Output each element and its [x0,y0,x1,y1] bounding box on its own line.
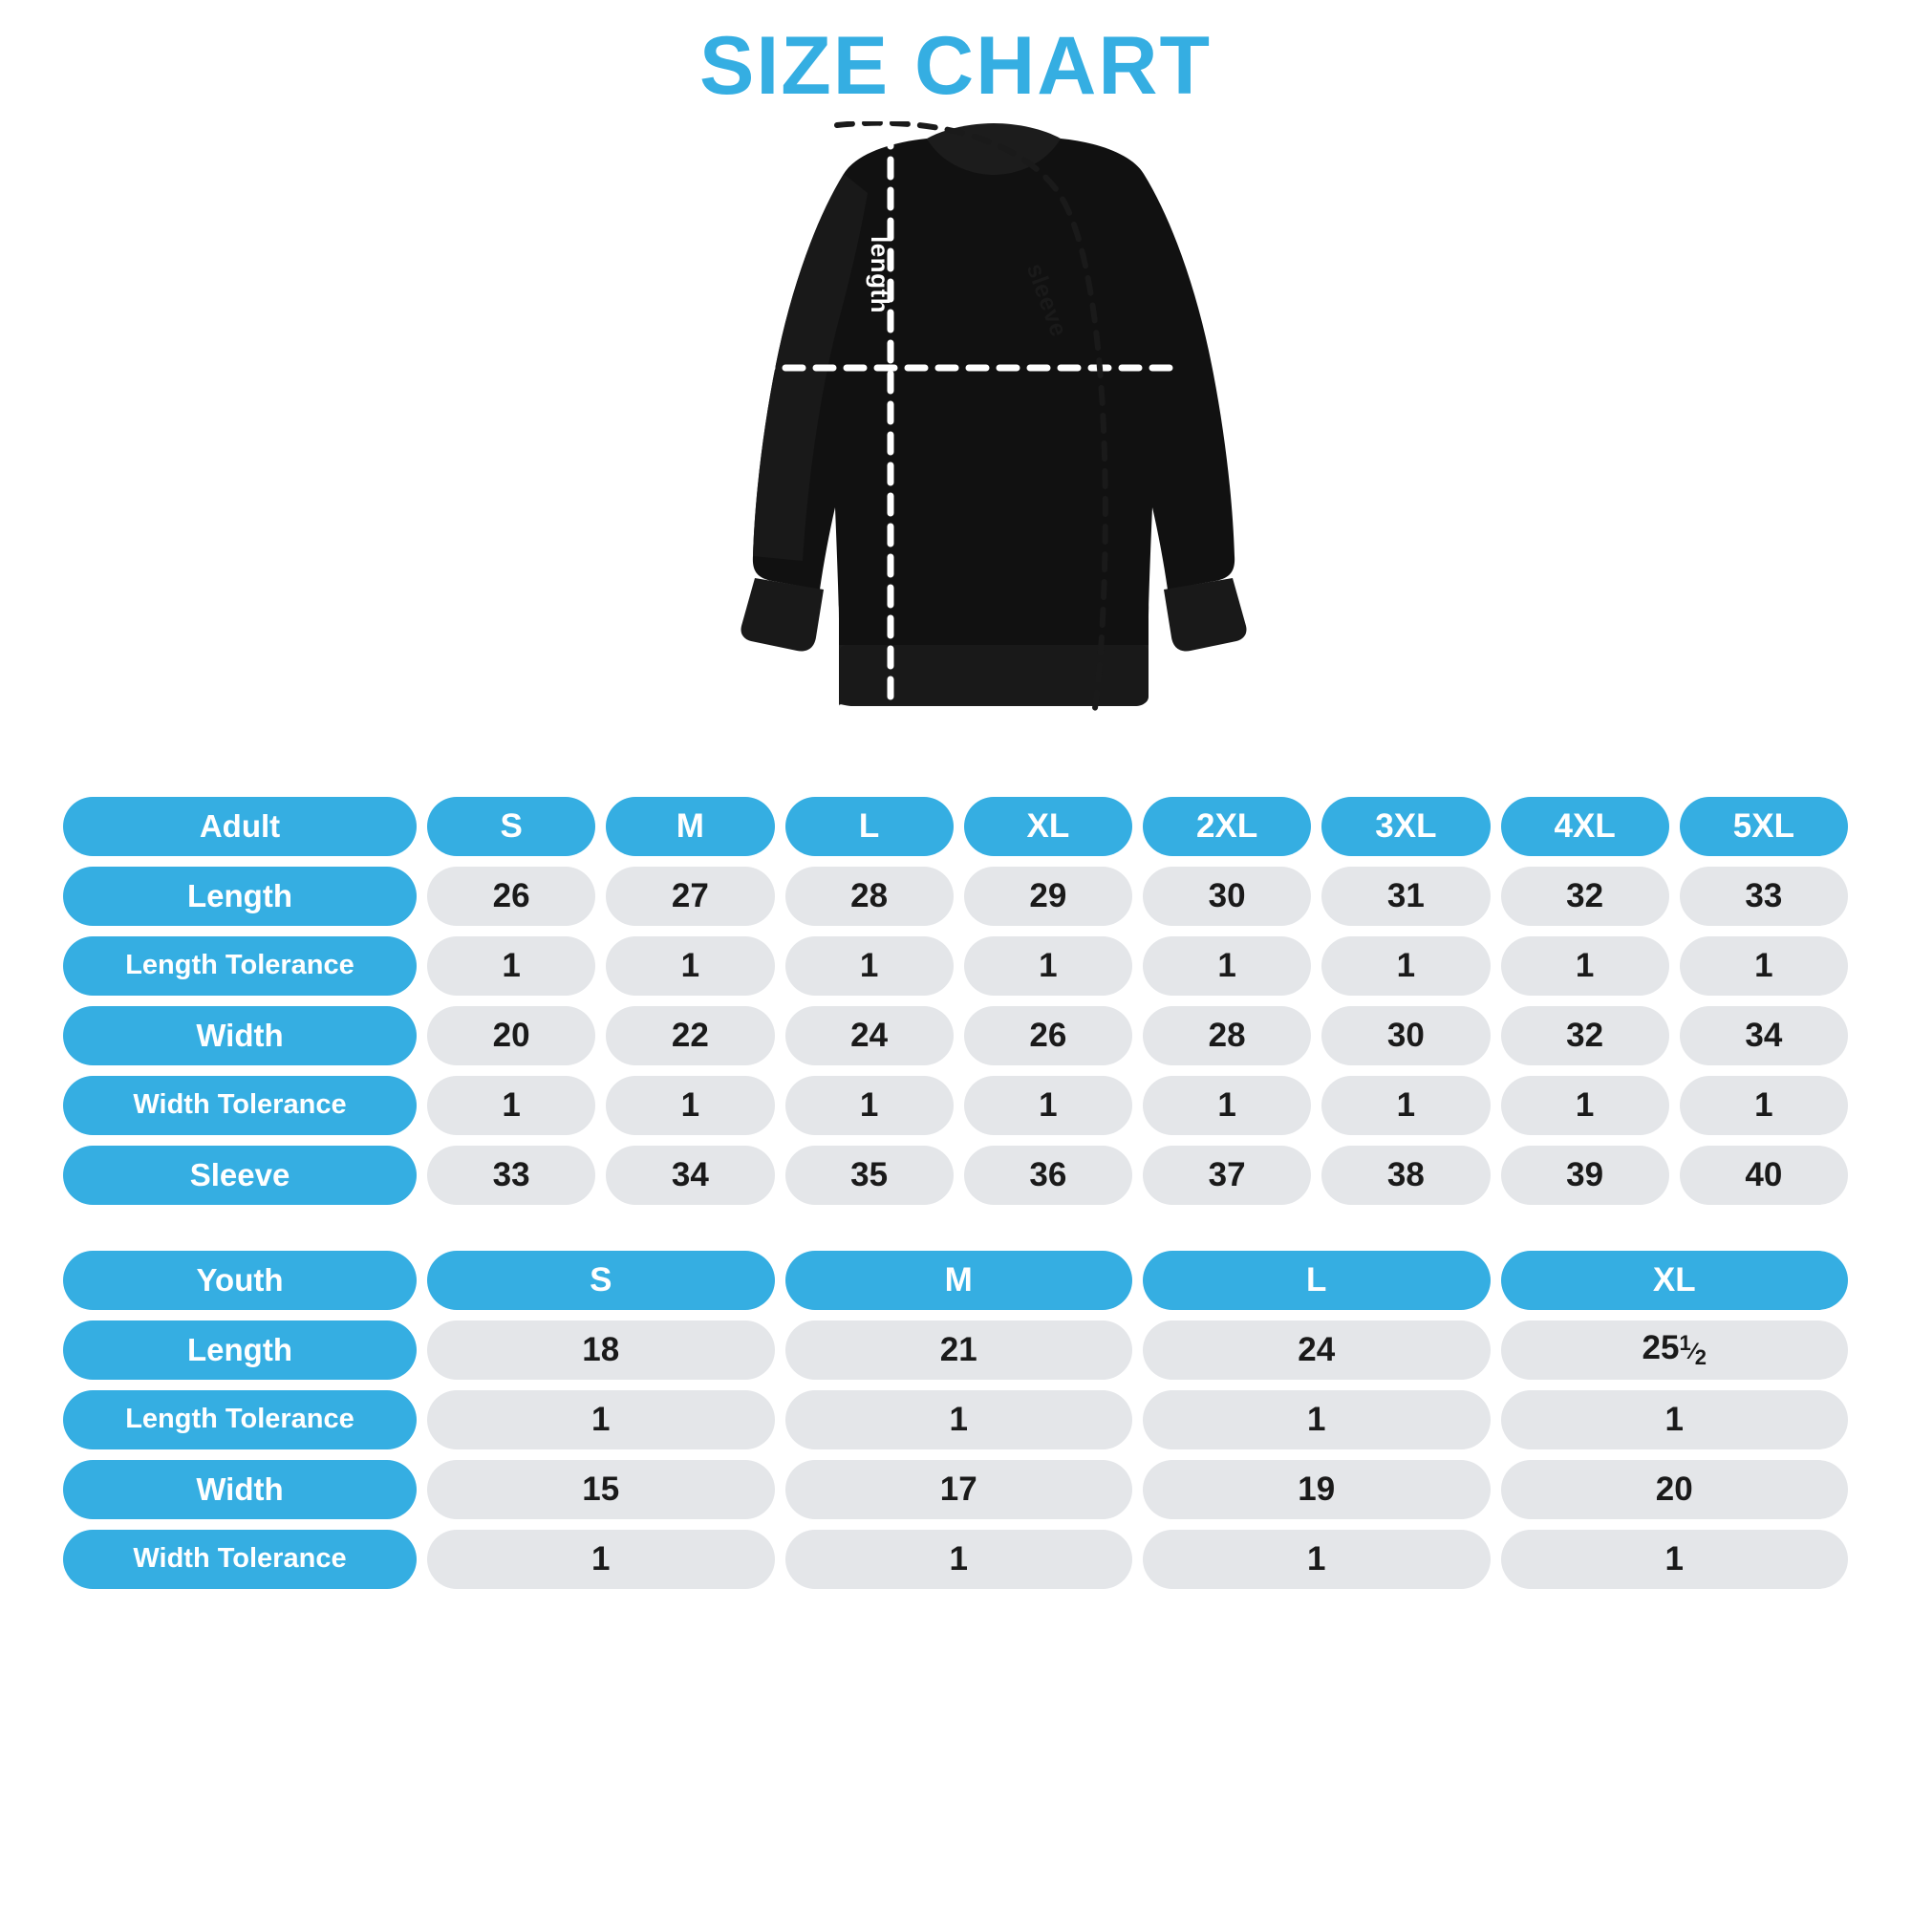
youth-length-tol-l: 1 [1143,1390,1491,1449]
table-row [63,936,1848,996]
adult-length-tol-4xl: 1 [1501,936,1669,996]
adult-length-s: 26 [427,867,595,926]
youth-width-xl: 20 [1501,1460,1849,1519]
youth-width-l: 19 [1143,1460,1491,1519]
adult-width-tol-4xl: 1 [1501,1076,1669,1135]
size-chart-page [0,21,1911,1932]
adult-col-4xl: 4XL [1501,797,1669,856]
youth-row-label-length-tolerance: Length Tolerance [63,1390,417,1449]
adult-col-5xl: 5XL [1680,797,1848,856]
youth-width-tol-m: 1 [785,1530,1133,1589]
adult-length-tol-5xl: 1 [1680,936,1848,996]
adult-length-xl: 29 [964,867,1132,926]
youth-length-tol-m: 1 [785,1390,1133,1449]
adult-width-tol-3xl: 1 [1321,1076,1490,1135]
adult-length-4xl: 32 [1501,867,1669,926]
table-row [63,1251,1848,1310]
youth-length-xl: $25^1⁄_2$ [1501,1320,1849,1380]
youth-length-s: 18 [427,1320,775,1380]
adult-sleeve-xl: 36 [964,1146,1132,1205]
youth-col-l: L [1143,1251,1491,1310]
adult-width-tol-l: 1 [785,1076,954,1135]
adult-sleeve-5xl: 40 [1680,1146,1848,1205]
label-sleeve: sleeve [1020,259,1073,340]
adult-width-m: 22 [606,1006,774,1065]
adult-length-m: 27 [606,867,774,926]
table-row [63,797,1848,856]
adult-width-l: 24 [785,1006,954,1065]
adult-sleeve-m: 34 [606,1146,774,1205]
table-row [63,1390,1848,1449]
adult-row-label-width-tolerance: Width Tolerance [63,1076,417,1135]
adult-width-tol-s: 1 [427,1076,595,1135]
youth-col-s: S [427,1251,775,1310]
adult-col-2xl: 2XL [1143,797,1311,856]
adult-length-5xl: 33 [1680,867,1848,926]
adult-width-2xl: 28 [1143,1006,1311,1065]
adult-length-tol-2xl: 1 [1143,936,1311,996]
adult-sleeve-s: 33 [427,1146,595,1205]
adult-col-m: M [606,797,774,856]
table-row [63,1146,1848,1205]
youth-length-l: 24 [1143,1320,1491,1380]
adult-col-l: L [785,797,954,856]
adult-width-tol-xl: 1 [964,1076,1132,1135]
youth-col-m: M [785,1251,1133,1310]
youth-length-m: 21 [785,1320,1133,1380]
sweatshirt-graphic [612,121,1299,781]
adult-row-label-sleeve: Sleeve [63,1146,417,1205]
adult-width-3xl: 30 [1321,1006,1490,1065]
adult-width-5xl: 34 [1680,1006,1848,1065]
table-row [63,1076,1848,1135]
adult-row-label-length-tolerance: Length Tolerance [63,936,417,996]
adult-col-xl: XL [964,797,1132,856]
adult-width-tol-m: 1 [606,1076,774,1135]
adult-width-s: 20 [427,1006,595,1065]
adult-corner-label: Adult [63,797,417,856]
table-row [63,1530,1848,1589]
youth-width-tol-s: 1 [427,1530,775,1589]
adult-sleeve-3xl: 38 [1321,1146,1490,1205]
youth-length-tol-s: 1 [427,1390,775,1449]
label-width: width [671,338,739,368]
adult-length-2xl: 30 [1143,867,1311,926]
adult-size-table [53,786,1858,1215]
adult-length-tol-m: 1 [606,936,774,996]
adult-width-tol-5xl: 1 [1680,1076,1848,1135]
adult-length-tol-3xl: 1 [1321,936,1490,996]
youth-row-label-width: Width [63,1460,417,1519]
adult-length-l: 28 [785,867,954,926]
youth-col-xl: XL [1501,1251,1849,1310]
youth-width-tol-xl: 1 [1501,1530,1849,1589]
adult-length-tol-xl: 1 [964,936,1132,996]
adult-length-tol-l: 1 [785,936,954,996]
youth-size-table [53,1240,1858,1599]
youth-width-tol-l: 1 [1143,1530,1491,1589]
table-row [63,1320,1848,1380]
youth-row-label-width-tolerance: Width Tolerance [63,1530,417,1589]
adult-sleeve-4xl: 39 [1501,1146,1669,1205]
adult-sleeve-2xl: 37 [1143,1146,1311,1205]
youth-width-m: 17 [785,1460,1133,1519]
youth-width-s: 15 [427,1460,775,1519]
adult-length-tol-s: 1 [427,936,595,996]
adult-col-s: S [427,797,595,856]
table-row [63,867,1848,926]
adult-length-3xl: 31 [1321,867,1490,926]
adult-col-3xl: 3XL [1321,797,1490,856]
label-length: length [866,235,894,313]
youth-row-label-length: Length [63,1320,417,1380]
adult-width-4xl: 32 [1501,1006,1669,1065]
adult-row-label-length: Length [63,867,417,926]
table-row [63,1006,1848,1065]
page-title: SIZE CHART [699,20,1212,112]
adult-row-label-width: Width [63,1006,417,1065]
garment-illustration [612,121,1299,781]
adult-sleeve-l: 35 [785,1146,954,1205]
table-row [63,1460,1848,1519]
adult-width-xl: 26 [964,1006,1132,1065]
youth-length-tol-xl: 1 [1501,1390,1849,1449]
youth-corner-label: Youth [63,1251,417,1310]
adult-width-tol-2xl: 1 [1143,1076,1311,1135]
